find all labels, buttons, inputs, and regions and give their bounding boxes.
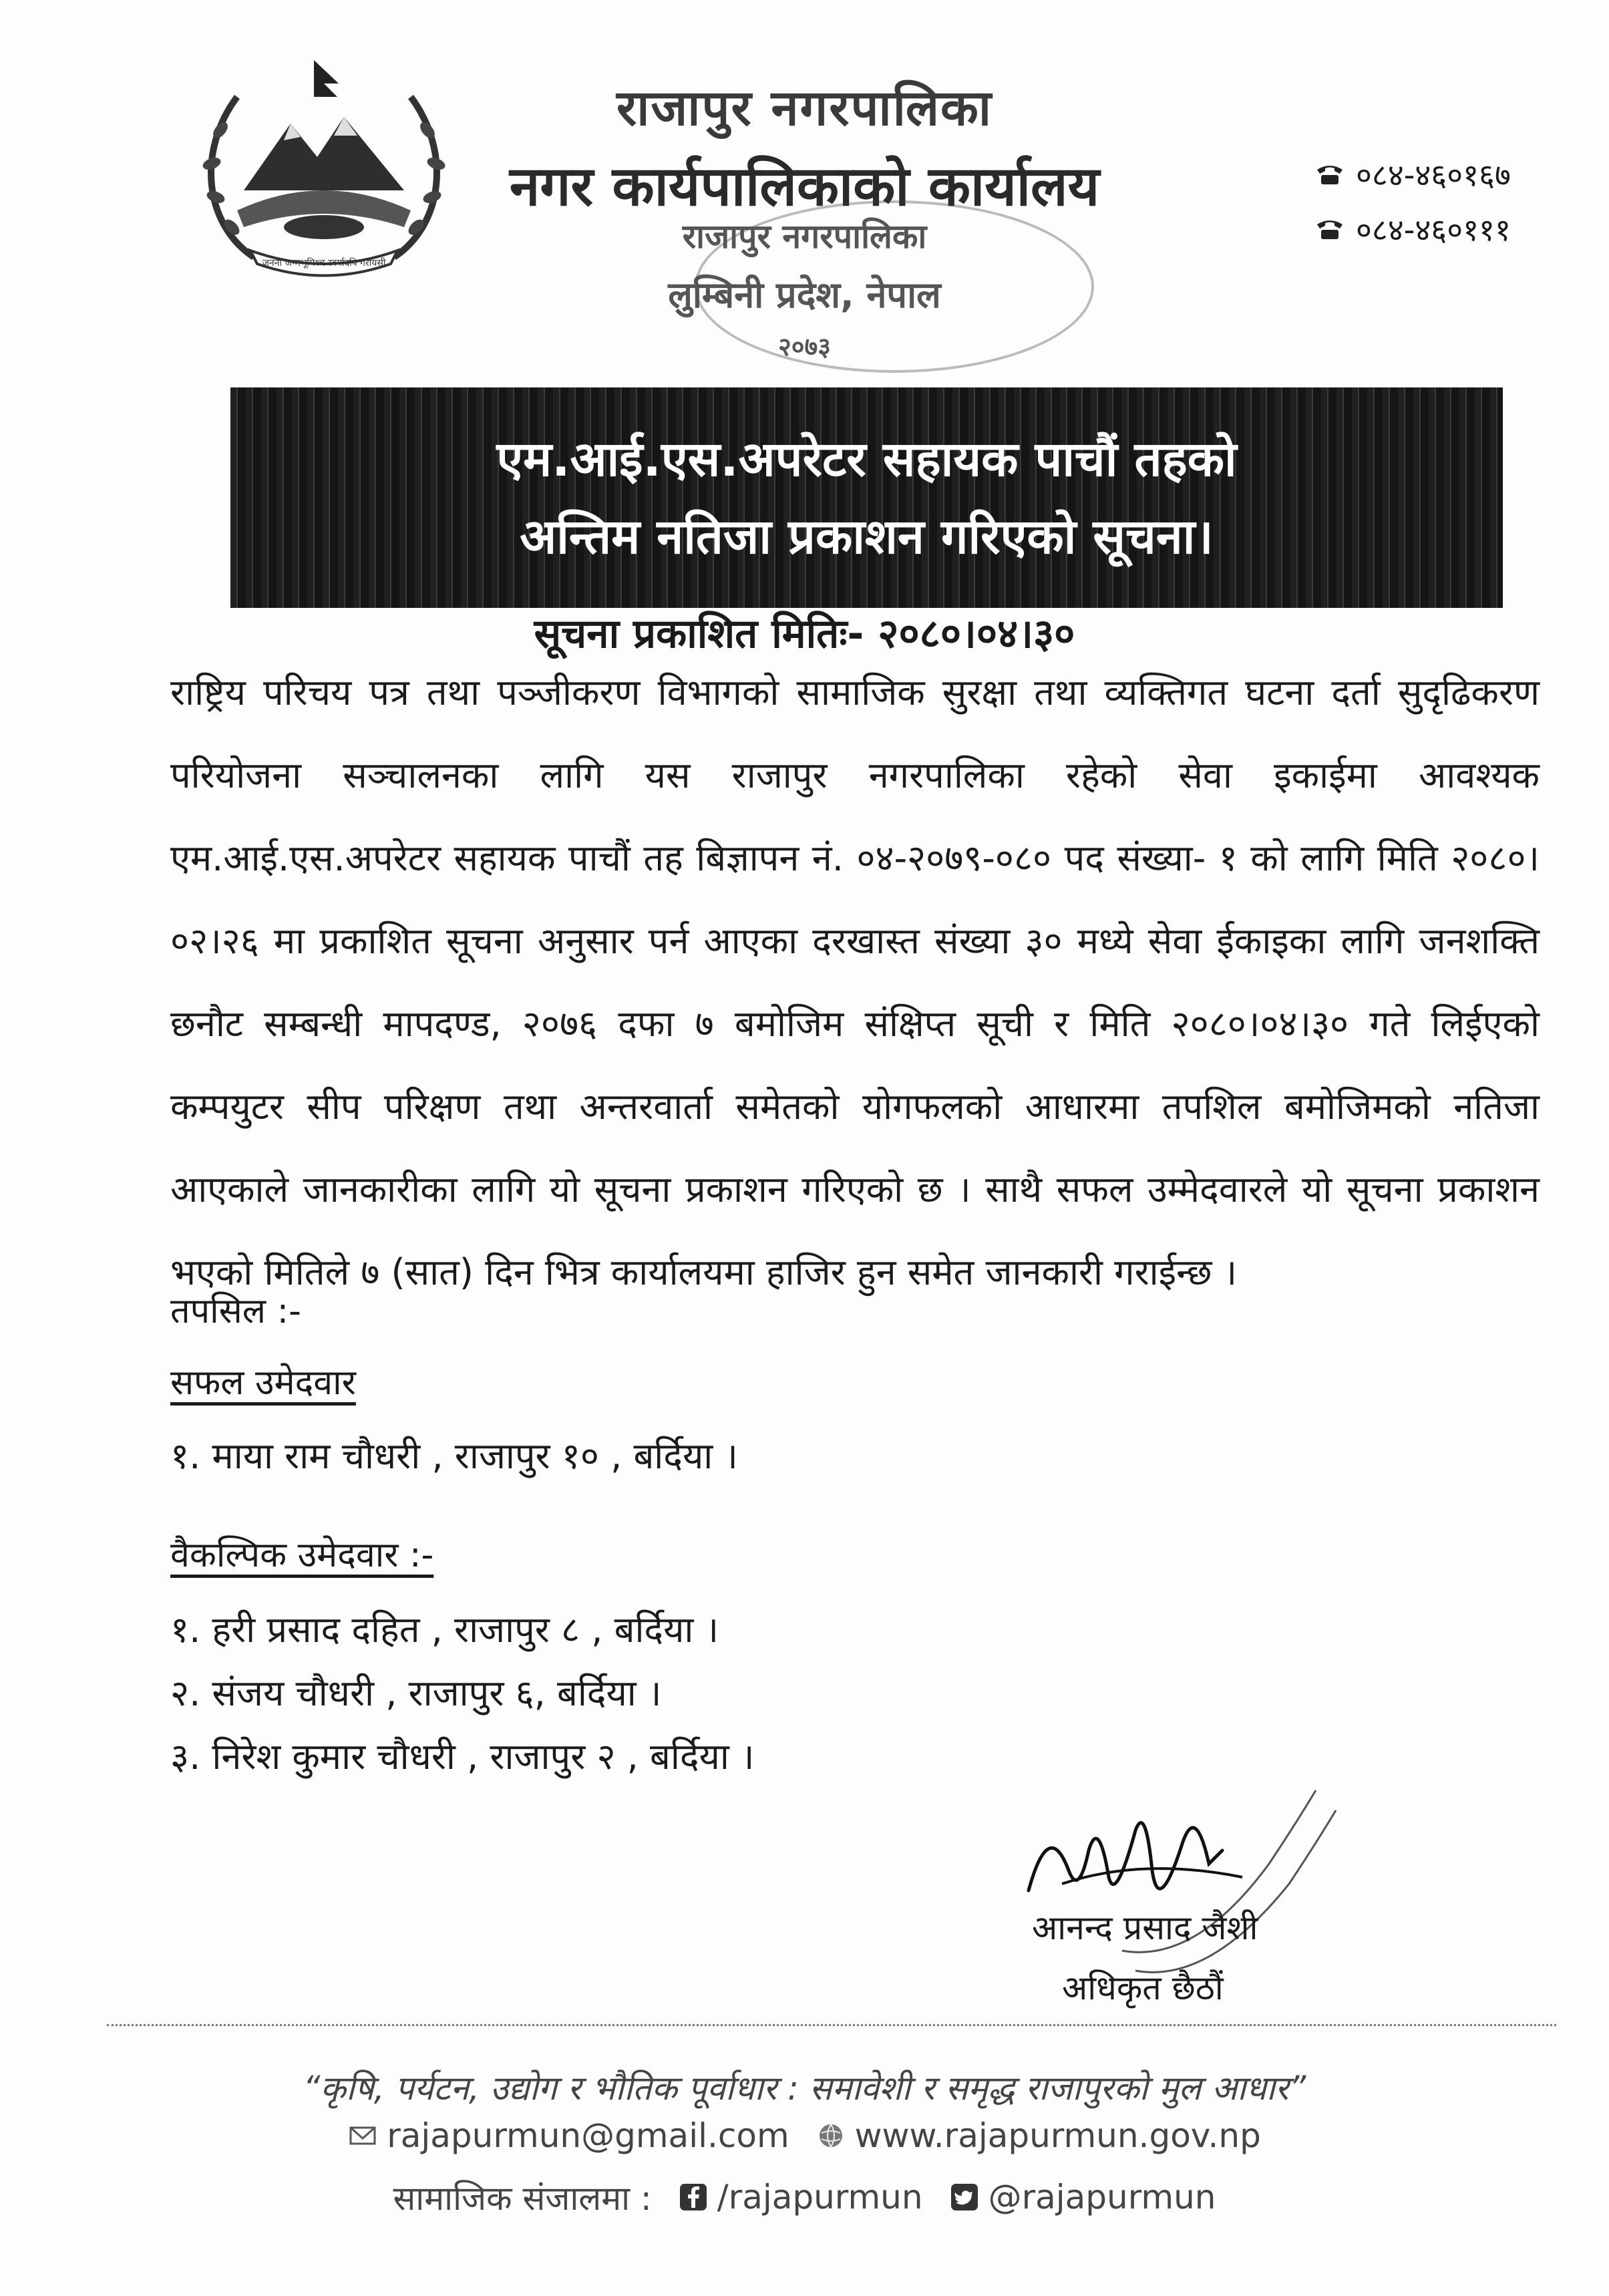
twitter-icon bbox=[950, 2182, 979, 2212]
globe-icon bbox=[816, 2121, 846, 2150]
alternate-candidate: ३. निरेश कुमार चौधरी , राजापुर २ , बर्दिया । bbox=[170, 1736, 755, 1778]
phone-number-text: ०८४-४६०१६७ bbox=[1356, 157, 1511, 193]
footer-website[interactable] bbox=[816, 2116, 1261, 2155]
footer-contact-row bbox=[0, 2116, 1609, 2155]
phone-number-2 bbox=[1316, 208, 1511, 250]
office-name: राजापुर नगरपालिका bbox=[616, 79, 993, 137]
email-text: rajapurmun@gmail.com bbox=[387, 2116, 789, 2155]
office-title: नगर कार्यपालिकाको कार्यालय bbox=[509, 155, 1100, 218]
notice-banner bbox=[230, 387, 1503, 608]
signatory-name: आनन्द प्रसाद जैशी bbox=[1032, 1909, 1258, 1947]
banner-line-1: एम.आई.एस.अपरेटर सहायक पाचौं तहको bbox=[496, 431, 1237, 487]
footer-twitter[interactable] bbox=[950, 2178, 1216, 2217]
notice-body: राष्ट्रिय परिचय पत्र तथा पञ्जीकरण विभागको सामाजिक सुरक्षा तथा व्यक्तिगत घटना दर्ता सुदृढिकरण परियोजना सञ्चालनका लागि यस राजापुर नगरपालिका रहेको सेवा इकाईमा आवश्यक एम.आई.एस.अपरेटर सहायक पाचौं तह बिज्ञापन नं. ०४-२०७९-०८० पद संख्या- १ को लागि मिति २०८०।०२।२६ मा प्रकाशित सूचना अनुसार पर्न आएका दरखास्त संख्या ३० मध्ये सेवा ईकाइका लागि जनशक्ति छनौट सम्बन्धी मापदण्ड, २०७६ दफा ७ बमोजिम संक्षिप्त सूची र मिति २०८०।०४।३० गते लिईएको कम्पयुटर सीप परिक्षण तथा अन्तरवार्ता समेतको योगफलको आधारमा तपशिल बमोजिमको नतिजा आएकाले जानकारीका लागि यो सूचना प्रकाशन गरिएको छ । साथै सफल उम्मेदवारले यो सूचना प्रकाशन भएको मितिले ७ (सात) दिन भित्र कार्यालयमा हाजिर हुन समेत जानकारी गराईन्छ । bbox=[170, 671, 1540, 1293]
telephone-icon bbox=[1316, 218, 1344, 240]
stamp-line-1: राजापुर नगरपालिका bbox=[682, 217, 927, 256]
tapasil-label: तपसिल :- bbox=[170, 1291, 301, 1331]
social-label: सामाजिक संजालमा : bbox=[393, 2179, 652, 2218]
phone-number-text: ०८४-४६०१११ bbox=[1356, 212, 1511, 248]
signatory-title: अधिकृत छैठौं bbox=[1062, 1969, 1224, 2007]
footer-motto: “कृषि, पर्यटन, उद्योग र भौतिक पूर्वाधार : समावेशी र समृद्ध राजापुरको मुल आधार” bbox=[303, 2069, 1306, 2108]
alternate-candidate: १. हरी प्रसाद दहित , राजापुर ८ , बर्दिया । bbox=[170, 1609, 719, 1651]
notice-date: सूचना प्रकाशित मितिः- २०८०।०४।३० bbox=[534, 611, 1075, 657]
stamp-line-2: लुम्बिनी प्रदेश, नेपाल bbox=[668, 274, 941, 316]
email-icon bbox=[348, 2121, 377, 2150]
successful-candidates-heading: सफल उमेदवार bbox=[170, 1363, 356, 1403]
footer-divider bbox=[107, 2024, 1556, 2026]
facebook-handle: /rajapurmun bbox=[717, 2178, 923, 2217]
facebook-icon bbox=[679, 2182, 708, 2212]
svg-text:जननी जन्मभूमिश्च स्वर्गादपि गर: जननी जन्मभूमिश्च स्वर्गादपि गरीयसी bbox=[262, 258, 386, 269]
phone-number-1 bbox=[1316, 154, 1511, 195]
alternate-candidates-heading: वैकल्पिक उमेदवार :- bbox=[170, 1535, 434, 1575]
footer-social-row bbox=[0, 2174, 1609, 2220]
banner-line-2: अन्तिम नतिजा प्रकाशन गरिएको सूचना। bbox=[520, 508, 1214, 564]
website-text: www.rajapurmun.gov.np bbox=[854, 2116, 1261, 2155]
alternate-candidate: २. संजय चौधरी , राजापुर ६, बर्दिया । bbox=[170, 1672, 662, 1714]
successful-candidate: १. माया राम चौधरी , राजापुर १० , बर्दिया । bbox=[170, 1435, 738, 1477]
telephone-icon bbox=[1316, 163, 1344, 186]
stamp-line-3: २०७३ bbox=[777, 332, 832, 361]
footer-email[interactable] bbox=[348, 2116, 789, 2155]
twitter-handle: @rajapurmun bbox=[988, 2178, 1216, 2217]
footer-facebook[interactable] bbox=[679, 2178, 923, 2217]
